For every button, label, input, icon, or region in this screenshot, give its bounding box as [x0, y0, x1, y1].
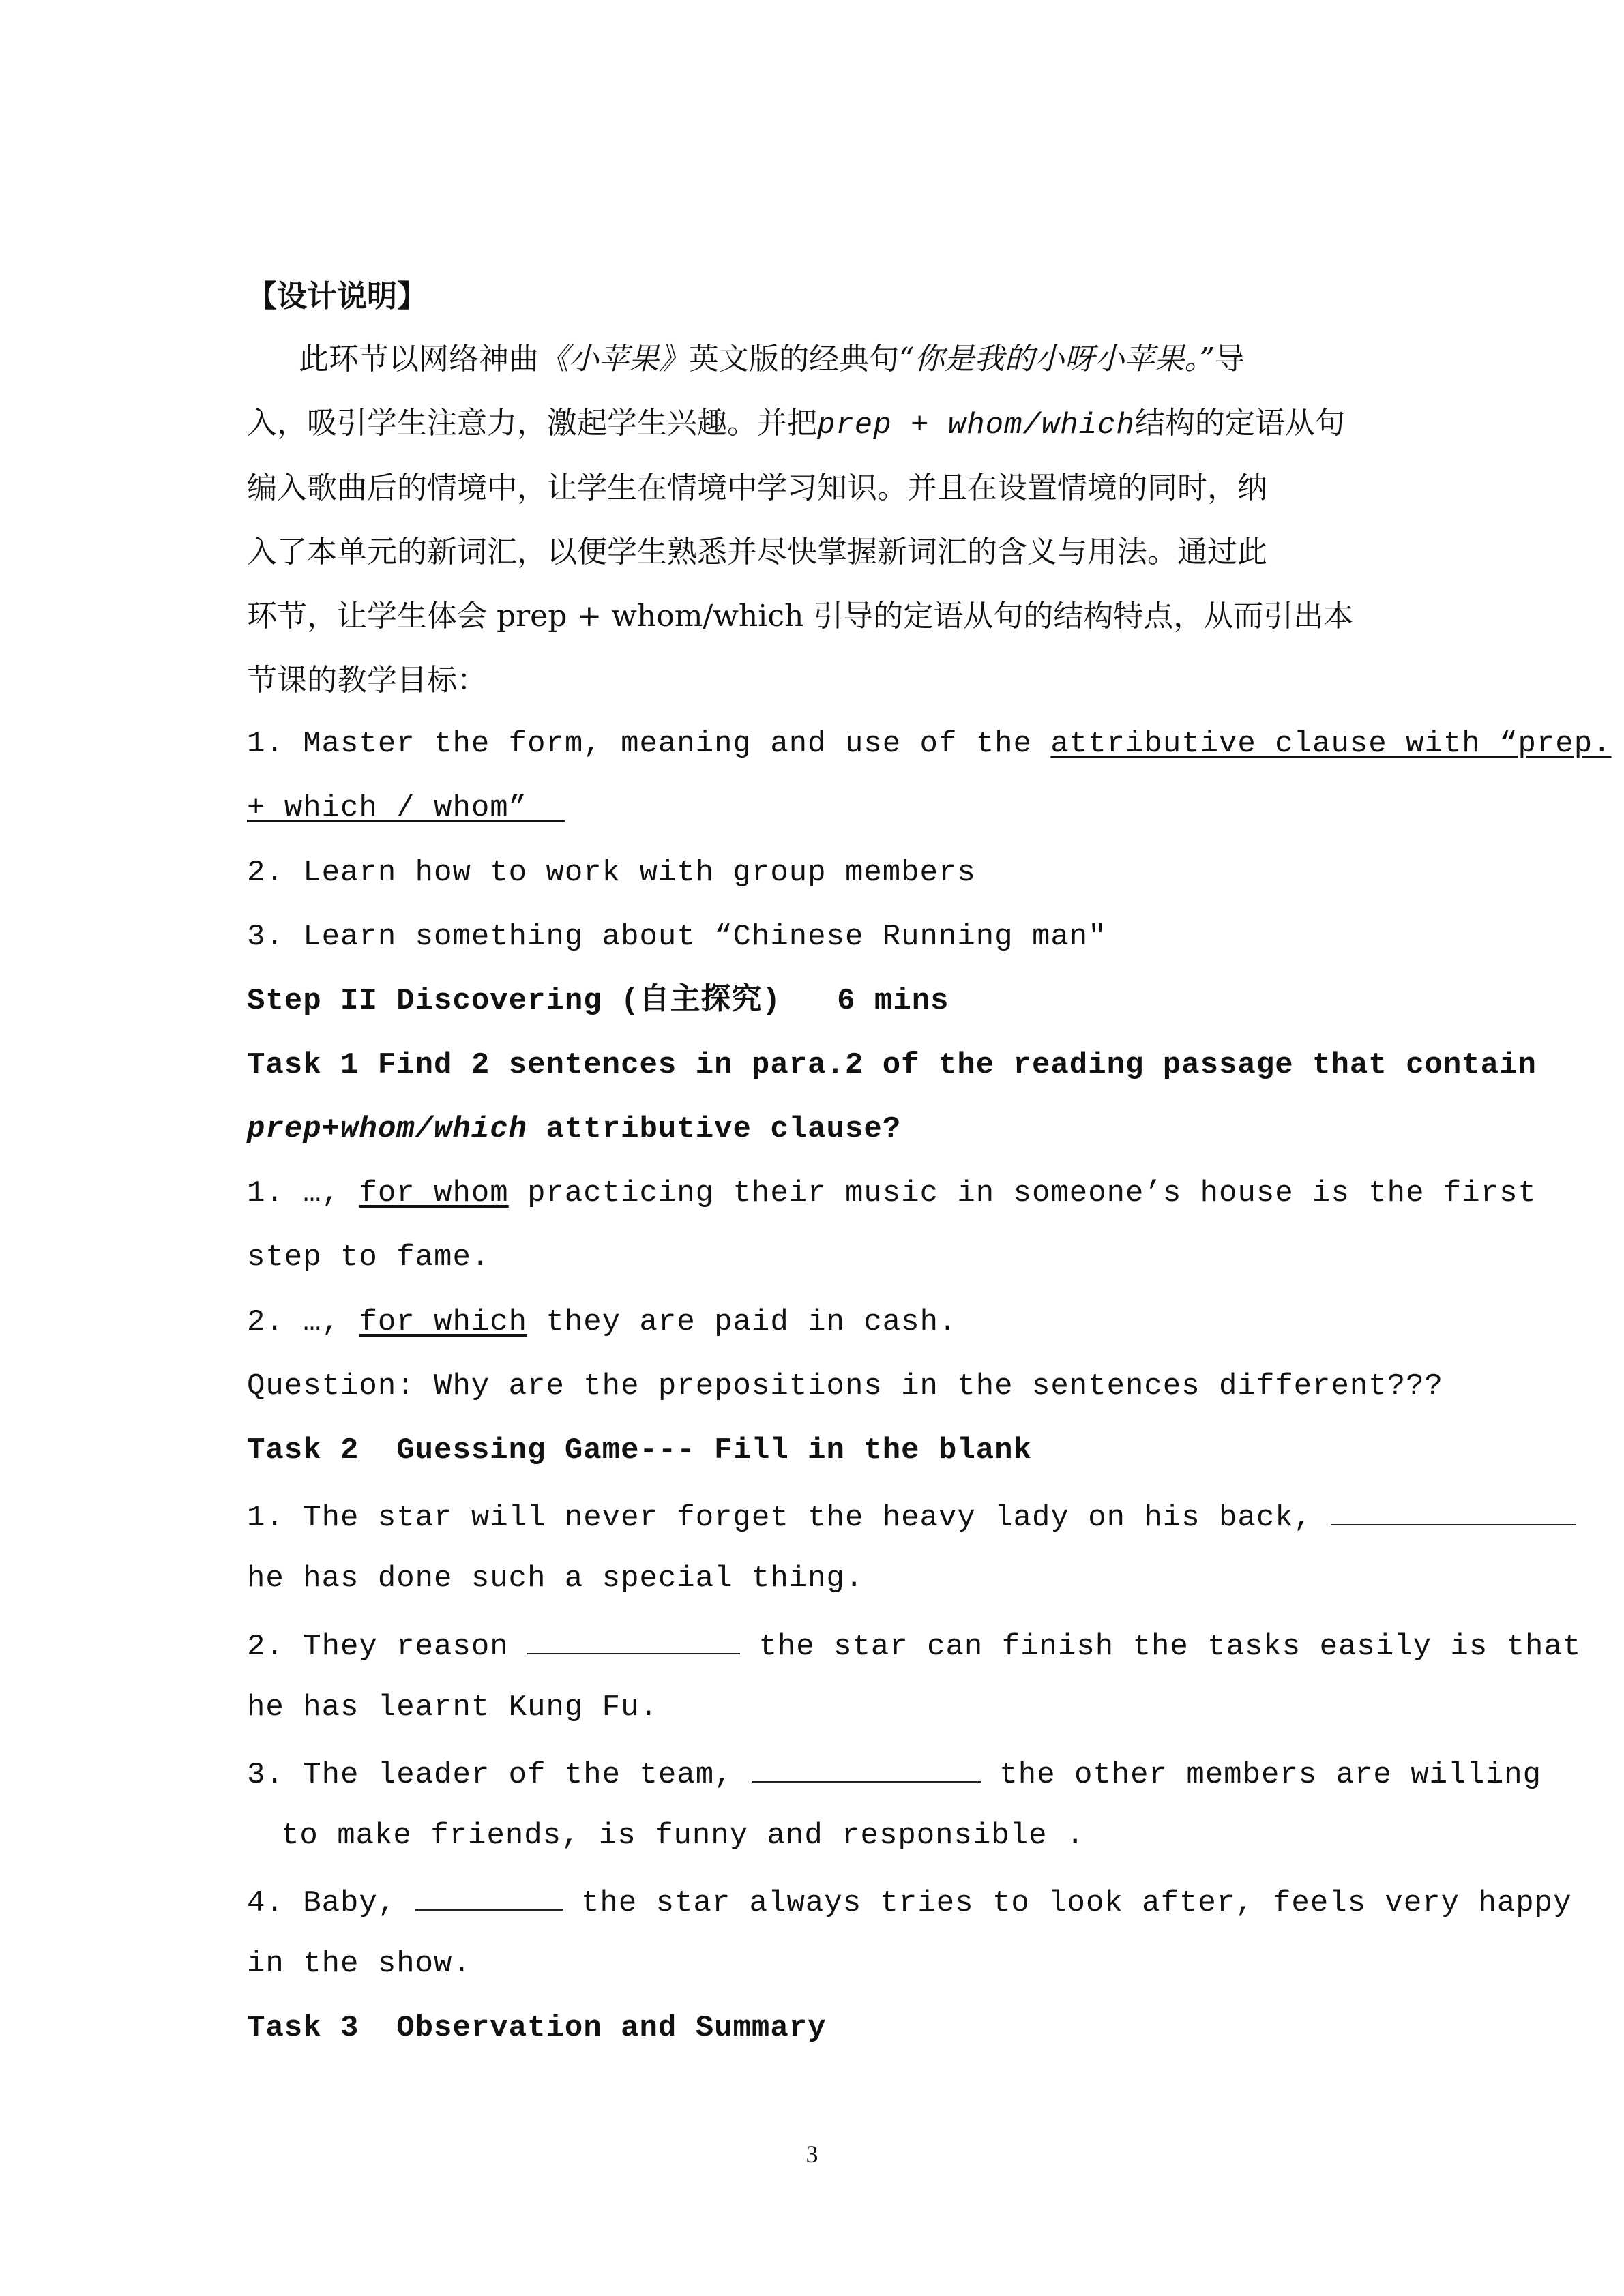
sentence-text: 1. …,	[247, 1176, 359, 1210]
question-text: 3. The leader of the team,	[247, 1758, 752, 1792]
objective-1	[247, 724, 1612, 764]
sentence-text: they are paid in cash.	[527, 1305, 958, 1339]
sentence-text: 2. …,	[247, 1305, 359, 1339]
preposition-underlined: for whom	[359, 1176, 509, 1210]
song-quote: “你是我的小呀小苹果。”	[899, 342, 1215, 376]
task1-title: Task 1 Find 2 sentences in para.2 of the reading passage that contain	[247, 1048, 1537, 1082]
task1-title-rest: attributive clause?	[527, 1112, 902, 1146]
intro-text: 英文版的经典句	[689, 342, 899, 376]
step-title: Step II Discovering (自主探究) 6 mins	[247, 984, 949, 1018]
structure-formula: prep + whom/which	[817, 408, 1135, 443]
question-text: 2. They reason	[247, 1630, 528, 1664]
structure-formula: prep+whom/which	[247, 1112, 528, 1146]
intro-line-1	[299, 339, 1245, 380]
blank-4-input[interactable]	[415, 1879, 563, 1911]
task2-question-4	[247, 1879, 1571, 1924]
objective-underlined: attributive clause with “prep.	[1050, 727, 1612, 761]
task1-sentence-2	[247, 1302, 957, 1343]
task2-question-2-cont: he has learnt Kung Fu.	[247, 1690, 658, 1725]
task1-title-cont	[247, 1109, 901, 1150]
intro-line-5: 环节，让学生体会 prep + whom/which 引导的定语从句的结构特点，从而引出本	[247, 599, 1354, 633]
task2-question-3	[247, 1751, 1541, 1795]
intro-text: 此环节以网络神曲	[299, 342, 539, 376]
sentence-text: practicing their music in someone’s house is the first	[508, 1176, 1537, 1210]
intro-line-6: 节课的教学目标：	[247, 663, 487, 698]
task2-question-1	[247, 1494, 1576, 1538]
blank-2-input[interactable]	[527, 1623, 740, 1654]
objective-3: 3. Learn something about “Chinese Running man″	[247, 920, 1107, 954]
intro-text: 导	[1215, 342, 1245, 376]
task2-question-4-cont: in the show.	[247, 1947, 471, 1981]
song-title: 《小苹果》	[539, 342, 689, 376]
objective-text: 1. Master the form, meaning and use of the	[247, 727, 1051, 761]
task2-question-1-cont: he has done such a special thing.	[247, 1562, 864, 1596]
section-heading: 【设计说明】	[247, 279, 427, 314]
question-text: the star can finish the tasks easily is that	[740, 1630, 1582, 1664]
intro-text: 结构的定语从句	[1134, 406, 1345, 441]
task2-title: Task 2 Guessing Game--- Fill in the blank	[247, 1433, 1032, 1467]
task2-question-3-cont: to make friends, is funny and responsible .	[281, 1819, 1085, 1853]
task1-question: Question: Why are the prepositions in the sentences different???	[247, 1369, 1443, 1403]
question-text: the other members are willing	[980, 1758, 1542, 1792]
task2-question-2	[247, 1623, 1581, 1667]
intro-text: 入，吸引学生注意力，激起学生兴趣。并把	[247, 406, 817, 441]
question-text: 4. Baby,	[247, 1886, 415, 1920]
objective-1-cont	[247, 788, 565, 829]
task3-title: Task 3 Observation and Summary	[247, 2011, 827, 2045]
blank-1-input[interactable]	[1331, 1494, 1576, 1525]
intro-line-4: 入了本单元的新词汇，以便学生熟悉并尽快掌握新词汇的含义与用法。通过此	[247, 535, 1267, 569]
blank-3-input[interactable]	[752, 1751, 981, 1783]
task1-sentence-1	[247, 1173, 1537, 1214]
objective-underlined: + which / whom”	[247, 791, 565, 825]
intro-line-2	[247, 403, 1345, 446]
intro-line-3: 编入歌曲后的情境中，让学生在情境中学习知识。并且在设置情境的同时，纳	[247, 471, 1267, 505]
question-text: 1. The star will never forget the heavy lady on his back,	[247, 1501, 1331, 1535]
page-number: 3	[806, 2141, 818, 2168]
preposition-underlined: for which	[359, 1305, 528, 1339]
question-text: the star always tries to look after, feels very happy	[562, 1886, 1572, 1920]
objective-2: 2. Learn how to work with group members	[247, 856, 976, 890]
task1-sentence-1-cont: step to fame.	[247, 1240, 490, 1274]
